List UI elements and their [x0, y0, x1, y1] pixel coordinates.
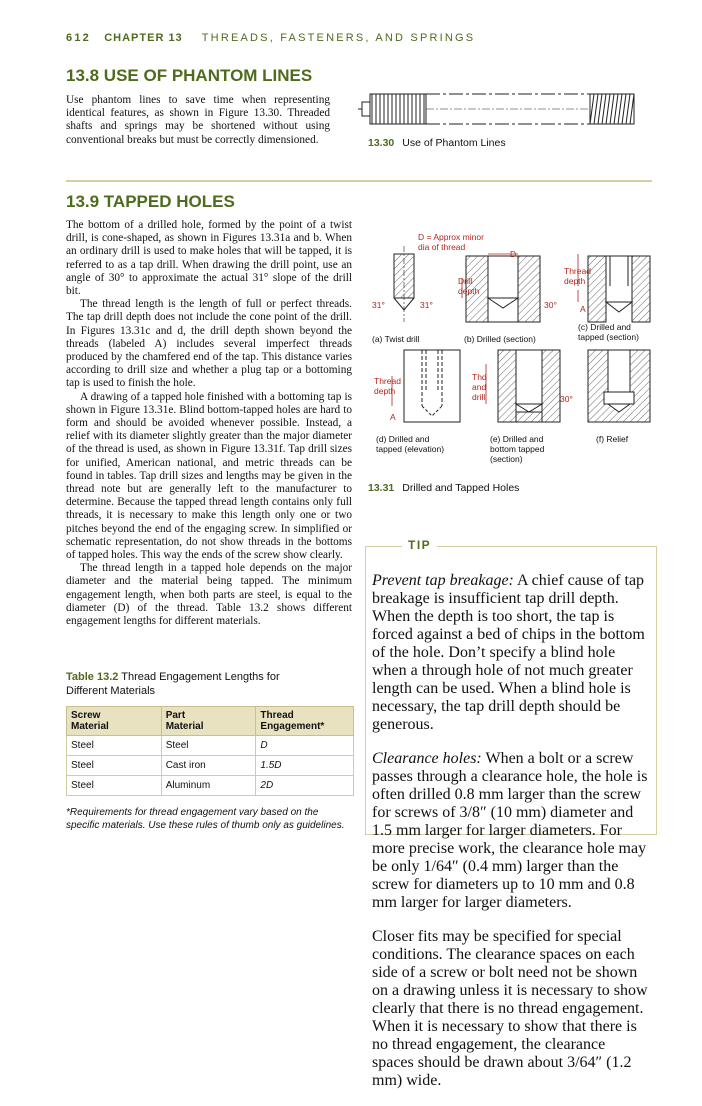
- figure-13-31: [366, 226, 656, 476]
- section-13-8-title: 13.8 USE OF PHANTOM LINES: [66, 66, 313, 85]
- thd-label-3: drill: [472, 392, 486, 402]
- sub-b-caption: (b) Drilled (section): [464, 334, 536, 344]
- figure-13-30-title: Use of Phantom Lines: [402, 137, 506, 149]
- chapter-label: CHAPTER 13: [104, 32, 183, 44]
- tip-title: TIP: [402, 538, 437, 552]
- thread-depth-label: Thread: [564, 266, 591, 276]
- table-cell: Steel: [67, 756, 162, 776]
- paragraph: A drawing of a tapped hole finished with a bottoming tap is shown in Figure 13.31e. Blind bottom-tapped holes are hard to form and should be avoided whenever possible. Instead, a relief with its diameter slightly greater than the major diameter of the thread is used, as shown in Figure 13.31f. Tap drill sizes for unified, American national, and metric threads can be found in tables. Tap drill sizes and lengths may be given in the thread note but are generally left to the manufacturer to determine. Because the tapped thread length contains only full threads, it is necessary to make this length only one or two pitches beyond the end of the engaging screw. In simplified or schematic representation, do not show threads in the bottoms of tapped holes. This way the ends of the screw show clearly.: [66, 390, 352, 562]
- table-title-2: Different Materials: [66, 685, 156, 697]
- header-part-material: [161, 707, 256, 736]
- drill-depth-label-2: depth: [458, 286, 480, 296]
- tip-content: [372, 556, 650, 1106]
- table-row: [67, 756, 354, 776]
- drill-depth-label: Drill: [458, 276, 473, 286]
- a-label-c: A: [580, 304, 586, 314]
- angle-31-right: 31°: [420, 300, 433, 310]
- page-number: 612: [66, 32, 91, 44]
- sub-d-caption: (d) Drilled and: [376, 434, 430, 444]
- figure-13-31-number: 13.31: [368, 482, 395, 494]
- d-dimension-label: D: [510, 249, 517, 259]
- d-note-label: D = Approx minor: [418, 232, 484, 242]
- table-row: [67, 776, 354, 796]
- angle-31-left: 31°: [372, 300, 385, 310]
- sub-e-caption-2: bottom tapped: [490, 444, 545, 454]
- tip-paragraph-2: [372, 750, 650, 912]
- table-cell: Steel: [161, 736, 256, 756]
- thread-depth-label-2: depth: [564, 276, 586, 286]
- header-text: Thread: [260, 710, 294, 721]
- sub-e-caption: (e) Drilled and: [490, 434, 544, 444]
- header-text: Material: [165, 721, 204, 732]
- sub-a-caption: (a) Twist drill: [372, 334, 420, 344]
- table-cell: Steel: [67, 776, 162, 796]
- table-cell: Cast iron: [161, 756, 256, 776]
- figure-13-31-title: Drilled and Tapped Holes: [402, 482, 520, 494]
- header-text: Material: [71, 721, 109, 732]
- thd-label: Thd: [472, 372, 487, 382]
- sub-d-caption-2: tapped (elevation): [376, 444, 445, 454]
- tip-lead-1: Prevent tap breakage:: [372, 572, 514, 589]
- table-cell: 1.5D: [256, 756, 354, 776]
- section-13-9-body: [66, 219, 352, 628]
- tip-paragraph-3: Closer fits may be specified for special conditions. The clearance spaces on each side of a screw or bolt need not be shown on a drawing unless it is necessary to show clearly that there is no thread engagement. When it is necessary to show that there is no thread engagement, the clearance spaces should be drawn about 3/64″ (1.2 mm) wide.: [372, 928, 648, 1089]
- figure-13-31-caption: [368, 482, 519, 494]
- tip-lead-2: Clearance holes:: [372, 750, 482, 767]
- header-text: Screw: [71, 710, 101, 721]
- figure-13-30-caption: [368, 137, 506, 149]
- header-text: Part: [165, 710, 186, 721]
- table-cell: D: [256, 736, 354, 756]
- sub-f-caption: (f) Relief: [596, 434, 629, 444]
- table-cell: Aluminum: [161, 776, 256, 796]
- header-thread-engagement: [256, 707, 354, 736]
- running-header: [66, 32, 475, 44]
- table-footnote: *Requirements for thread engagement vary based on the specific materials. Use these rules of thumb only as guidelines.: [66, 807, 345, 831]
- figure-13-30-number: 13.30: [368, 137, 395, 149]
- table-cell: 2D: [256, 776, 354, 796]
- paragraph: The thread length in a tapped hole depends on the major diameter and the material being tapped. The minimum engagement length, when both parts are steel, is equal to the diameter (D) of the thread. Table 13.2 shows different engagement lengths for different materials.: [66, 562, 352, 628]
- chapter-title: THREADS, FASTENERS, AND SPRINGS: [201, 32, 476, 44]
- thread-depth-label-d: Thread: [374, 376, 401, 386]
- table-number: Table 13.2: [66, 671, 119, 683]
- sub-e-caption-3: (section): [490, 454, 523, 464]
- section-13-9-title: 13.9 TAPPED HOLES: [66, 192, 235, 211]
- sub-c-caption-2: tapped (section): [578, 332, 639, 342]
- thd-label-2: and: [472, 382, 487, 392]
- table-title-1: Thread Engagement Lengths for: [121, 671, 280, 683]
- angle-30-e: 30°: [560, 394, 573, 404]
- table-cell: Steel: [67, 736, 162, 756]
- table-header-row: [67, 707, 354, 736]
- tip-paragraph-1: [372, 572, 650, 734]
- angle-30-b: 30°: [544, 300, 557, 310]
- table-title: [66, 670, 280, 698]
- tip-text-1: A chief cause of tap breakage is insufficient tap drill depth. When the depth is too short, the tap is forced against a bed of chips in the bottom of the hole. Don’t specify a blind hole when a through hole of not much greater length can be used. When a blind hole is necessary, the tap drill depth should be generous.: [372, 572, 645, 733]
- header-screw-material: [67, 707, 162, 736]
- d-note-label-2: dia of thread: [418, 242, 466, 252]
- depth-label-d: depth: [374, 386, 396, 396]
- tip-text-2: When a bolt or a screw passes through a clearance hole, the hole is often drilled 0.8 mm larger than the screw for screws of 3/8″ (10 mm) diameter and 1.5 mm larger for larger diameters. For more precise work, the clearance hole may be only 1/64″ (0.4 mm) larger than the screw for diameters up to 10 mm and 0.8 mm larger for larger diameters.: [372, 750, 648, 911]
- paragraph: The bottom of a drilled hole, formed by the point of a twist drill, is cone-shaped, as shown in Figures 13.31a and b. When an ordinary drill is used to make holes that will be tapped, it is referred to as a tap drill. When drawing the drill point, use an angle of 30° to approximate the actual 31° slope of the drill bit.: [66, 219, 352, 298]
- a-label-d: A: [390, 412, 396, 422]
- engagement-table: [66, 706, 354, 796]
- section-13-8-body: Use phantom lines to save time when representing identical features, as shown in Figure 13.30. Threaded shafts and springs may be shortened without using conventional breaks but must be correctly dimensioned.: [66, 94, 330, 146]
- phantom-lines-figure: [358, 90, 640, 128]
- table-row: [67, 736, 354, 756]
- paragraph: The thread length is the length of full or perfect threads. The tap drill depth does not include the cone point of the drill. In Figures 13.31c and d, the drill depth shown beyond the threads (labeled A) includes several imperfect threads produced by the chamfered end of the tap. This distance varies according to drill size and whether a plug tap or a bottoming tap is used to finish the hole.: [66, 298, 352, 390]
- sub-c-caption: (c) Drilled and: [578, 322, 631, 332]
- section-divider: [66, 180, 652, 182]
- header-text: Engagement*: [260, 721, 325, 732]
